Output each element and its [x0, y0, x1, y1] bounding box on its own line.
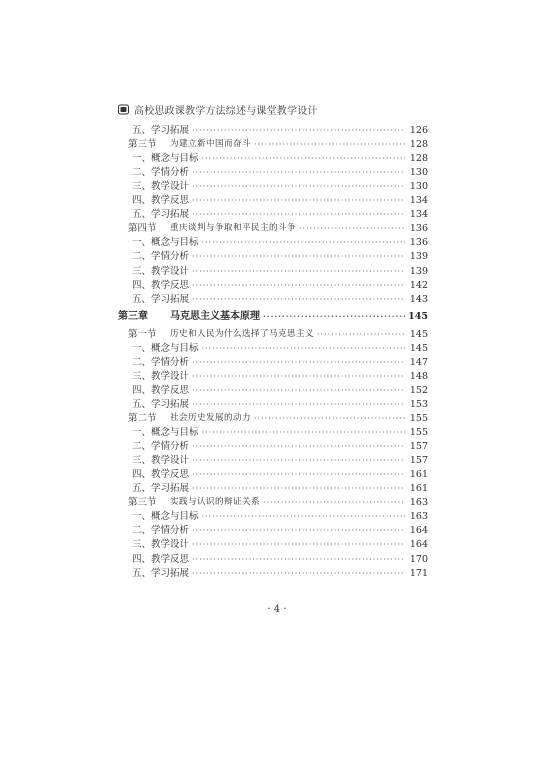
toc-entry-label: 五、学习拓展	[132, 209, 190, 221]
toc-entry[interactable]	[118, 468, 428, 481]
page-ref: 128	[409, 139, 428, 151]
toc-entry-label: 二、学情分析	[132, 441, 190, 453]
toc-entry-label: 三、教学设计	[132, 370, 190, 382]
toc-entry-label: 一、概念与目标	[132, 342, 199, 354]
toc-entry-label: 三、教学设计	[132, 265, 190, 277]
chapter-title: 马克思主义基本原理	[170, 310, 260, 322]
page-ref: 130	[409, 181, 428, 193]
page-ref: 142	[409, 279, 428, 291]
toc-entry-label: 二、学情分析	[132, 251, 190, 263]
section-number: 第三节	[128, 497, 157, 509]
page-ref: 171	[409, 567, 428, 579]
section-title: 社会历史发展的动力	[170, 413, 252, 423]
toc-entry-label: 二、学情分析	[132, 167, 190, 179]
page-ref: 136	[409, 223, 428, 235]
page-ref: 145	[408, 310, 428, 322]
page-ref: 163	[409, 497, 428, 509]
dot-leader	[192, 250, 405, 263]
page-ref: 145	[409, 342, 428, 354]
toc-entry[interactable]	[118, 524, 428, 537]
dot-leader	[192, 370, 405, 383]
dot-leader	[254, 412, 405, 425]
toc-entry[interactable]	[118, 553, 428, 566]
dot-leader	[317, 328, 405, 341]
page-ref: 148	[409, 370, 428, 382]
dot-leader	[192, 124, 405, 137]
dot-leader	[192, 194, 405, 207]
dot-leader	[192, 482, 405, 495]
page-ref: 157	[409, 441, 428, 453]
toc-entry[interactable]	[118, 265, 428, 278]
dot-leader	[192, 567, 405, 580]
toc-entry-label: 一、概念与目标	[132, 427, 199, 439]
toc-entry[interactable]	[118, 279, 428, 292]
toc-entry-label: 四、教学反思	[132, 553, 190, 565]
dot-leader	[263, 496, 405, 509]
toc-entry-label: 三、教学设计	[132, 181, 190, 193]
page-ref: 155	[409, 427, 428, 439]
toc-entry[interactable]	[118, 567, 428, 580]
dot-leader	[192, 454, 405, 467]
section-number: 第四节	[128, 223, 157, 235]
dot-leader	[202, 236, 405, 249]
header-title: 高校思政课教学方法综述与课堂教学设计	[134, 105, 318, 117]
dot-leader	[192, 468, 405, 481]
toc-entry-label: 三、教学设计	[132, 455, 190, 467]
dot-leader	[192, 538, 405, 551]
toc-entry[interactable]	[118, 398, 428, 411]
toc-entry[interactable]	[118, 384, 428, 397]
page-ref: 139	[409, 251, 428, 263]
dot-leader	[192, 384, 405, 397]
toc-entry-label: 五、学习拓展	[132, 483, 190, 495]
toc-entry-label: 五、学习拓展	[132, 125, 190, 136]
dot-leader	[263, 310, 405, 323]
toc-entry[interactable]	[118, 180, 428, 193]
toc-entry[interactable]	[118, 356, 428, 369]
toc-entry-label: 五、学习拓展	[132, 293, 190, 305]
toc-section[interactable]	[118, 496, 428, 509]
section-number: 第一节	[128, 328, 157, 340]
toc-entry-label: 四、教学反思	[132, 195, 190, 207]
chapter-number: 第三章	[118, 310, 148, 322]
toc-entry-label: 五、学习拓展	[132, 567, 190, 579]
dot-leader	[192, 398, 405, 411]
toc-entry[interactable]	[118, 342, 428, 355]
toc-entry[interactable]	[118, 293, 428, 306]
toc-section[interactable]	[118, 138, 428, 151]
toc-entry-label: 四、教学反思	[132, 384, 190, 396]
page-ref: 164	[409, 525, 428, 537]
dot-leader	[192, 356, 405, 369]
dot-leader	[192, 208, 405, 221]
page-ref: 136	[409, 237, 428, 249]
book-icon	[118, 104, 129, 115]
toc-entry[interactable]	[118, 454, 428, 467]
dot-leader	[192, 279, 405, 292]
toc-entry[interactable]	[118, 194, 428, 207]
section-number: 第三节	[128, 139, 157, 151]
toc-entry[interactable]	[118, 538, 428, 551]
dot-leader	[202, 342, 405, 355]
page-ref: 161	[409, 469, 428, 481]
toc-entry[interactable]	[118, 440, 428, 453]
toc-section[interactable]	[118, 412, 428, 425]
toc-entry-label: 一、概念与目标	[132, 511, 199, 523]
toc-entry[interactable]	[118, 426, 428, 439]
dot-leader	[192, 440, 405, 453]
page-ref: 161	[409, 483, 428, 495]
page-ref: 143	[409, 293, 428, 305]
toc-entry-label: 五、学习拓展	[132, 398, 190, 410]
page-ref: 130	[409, 167, 428, 179]
page-ref: 170	[409, 553, 428, 565]
page-ref: 145	[409, 328, 428, 340]
dot-leader	[254, 138, 405, 151]
toc-entry-label: 二、学情分析	[132, 525, 190, 537]
page-ref: 128	[409, 153, 428, 165]
dot-leader	[299, 222, 405, 235]
page-ref: 152	[409, 384, 428, 396]
toc-entry-label: 四、教学反思	[132, 469, 190, 481]
toc-entry[interactable]	[118, 166, 428, 179]
toc-entry[interactable]	[118, 152, 428, 165]
running-header	[118, 101, 438, 117]
toc-entry[interactable]	[118, 250, 428, 263]
page-ref: 155	[409, 413, 428, 424]
page-ref: 153	[409, 398, 428, 410]
page-ref: 134	[409, 195, 428, 207]
dot-leader	[192, 553, 405, 566]
toc-entry-label: 一、概念与目标	[132, 153, 199, 165]
section-title: 为建立新中国而奋斗	[170, 139, 252, 150]
toc-entry-label: 二、学情分析	[132, 356, 190, 368]
page-ref: 139	[409, 265, 428, 277]
page-ref: 134	[409, 209, 428, 221]
dot-leader	[202, 152, 405, 165]
dot-leader	[192, 180, 405, 193]
dot-leader	[192, 293, 405, 306]
section-title: 历史和人民为什么选择了马克思主义	[170, 328, 315, 339]
section-title: 重庆谈判与争取和平民主的斗争	[170, 223, 297, 234]
page-ref: 147	[409, 356, 428, 368]
page-ref: 164	[409, 539, 428, 551]
toc-entry-label: 三、教学设计	[132, 539, 190, 551]
page-ref: 157	[409, 455, 428, 467]
toc-entry[interactable]	[118, 510, 428, 523]
section-title: 实践与认识的辩证关系	[170, 497, 261, 508]
toc-section[interactable]	[118, 222, 428, 235]
dot-leader	[192, 524, 405, 537]
toc-section[interactable]	[118, 328, 428, 341]
toc-entry[interactable]	[118, 482, 428, 495]
page-number: · 4 ·	[267, 604, 287, 615]
page-ref: 126	[409, 125, 428, 136]
toc-entry[interactable]	[118, 208, 428, 221]
toc-chapter[interactable]	[118, 310, 428, 323]
toc-entry[interactable]	[118, 236, 428, 249]
dot-leader	[202, 426, 405, 439]
toc-entry-label: 四、教学反思	[132, 279, 190, 291]
dot-leader	[202, 510, 405, 523]
dot-leader	[192, 265, 405, 278]
section-number: 第二节	[128, 413, 157, 424]
page-ref: 163	[409, 511, 428, 523]
toc-entry[interactable]	[118, 124, 428, 137]
dot-leader	[192, 166, 405, 179]
toc-entry-label: 一、概念与目标	[132, 237, 199, 249]
toc-entry[interactable]	[118, 370, 428, 383]
